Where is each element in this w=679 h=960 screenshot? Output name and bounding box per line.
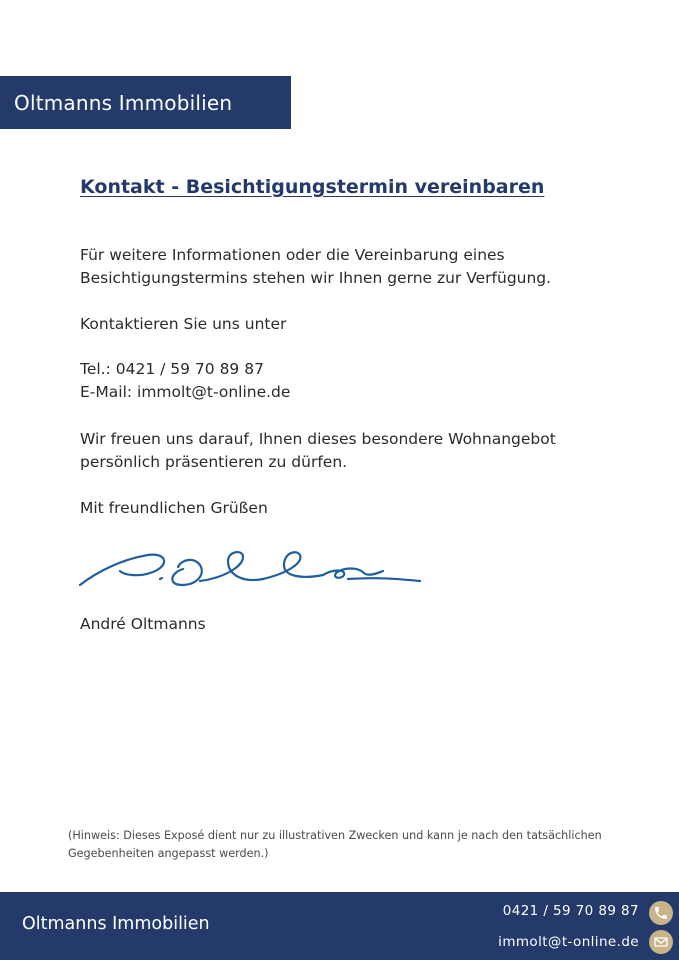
brand-header (0, 76, 291, 129)
contact-email: E-Mail: immolt@t-online.de (80, 383, 291, 401)
closing-line: Wir freuen uns darauf, Ihnen dieses besondere Wohnangebot (80, 430, 556, 448)
brand-name: Oltmanns Immobilien (14, 90, 233, 115)
closing-line: persönlich präsentieren zu dürfen. (80, 453, 348, 471)
footer-bar (0, 892, 679, 960)
footer-email-link[interactable]: immolt@t-online.de (498, 934, 639, 950)
disclaimer-line: Gegebenheiten angepasst werden.) (68, 847, 269, 860)
contact-details (80, 358, 640, 404)
contact-phone: Tel.: 0421 / 59 70 89 87 (80, 360, 264, 378)
greeting-text: Mit freundlichen Grüßen (80, 499, 268, 517)
phone-icon[interactable] (649, 901, 673, 925)
disclaimer-line: (Hinweis: Dieses Exposé dient nur zu illustrativen Zwecken und kann je nach den tatsächlichen (68, 829, 602, 842)
page-title: Kontakt - Besichtigungstermin vereinbaren (80, 176, 545, 198)
contact-intro-text: Kontaktieren Sie uns unter (80, 315, 287, 333)
footer-brand: Oltmanns Immobilien (22, 914, 210, 934)
footer-phone-link[interactable]: 0421 / 59 70 89 87 (502, 903, 639, 919)
signer-name: André Oltmanns (80, 615, 206, 633)
intro-line: Besichtigungstermins stehen wir Ihnen gerne zur Verfügung. (80, 269, 552, 287)
intro-line: Für weitere Informationen oder die Vereinbarung eines (80, 246, 505, 264)
mail-icon[interactable] (649, 930, 673, 954)
closing-paragraph (80, 428, 640, 474)
intro-paragraph (80, 244, 640, 290)
greeting (80, 497, 640, 520)
disclaimer-note (68, 827, 668, 863)
contact-intro (80, 313, 640, 336)
handwritten-signature (78, 545, 423, 590)
